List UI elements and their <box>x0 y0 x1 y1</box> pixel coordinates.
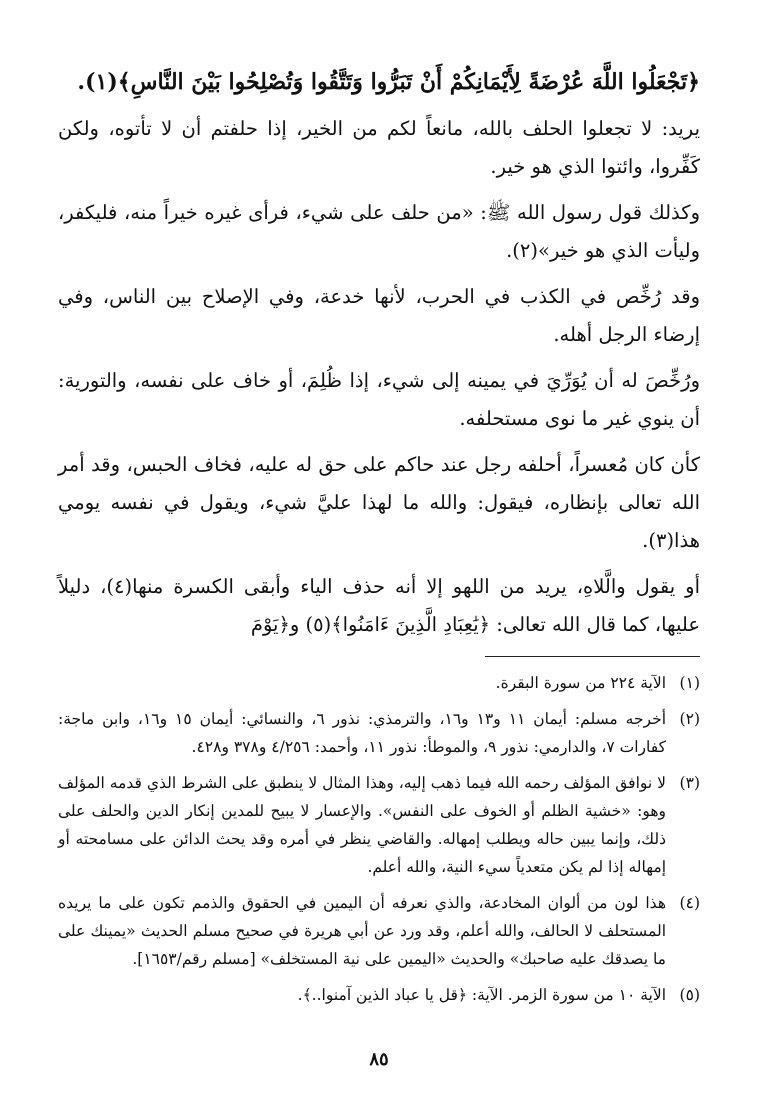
footnote-text: الآية ٢٢٤ من سورة البقرة. <box>495 674 666 692</box>
footnote-number: (٤) <box>679 894 700 912</box>
footnote-item <box>58 769 700 881</box>
paragraph-hadith: وكذلك قول رسول الله ﷺ: «من حلف على شيء، فرأى غيره خيراً منه، فليكفر، وليأت الذي هو خير»(٢). <box>58 201 700 262</box>
footnote-item <box>58 981 700 1009</box>
footnote-item <box>58 669 700 697</box>
footnote-number: (٣) <box>679 774 700 792</box>
footnote-text: أخرجه مسلم: أيمان ١١ و١٣ و١٦، والترمذي: نذور ٦، والنسائي: أيمان ١٥ و١٦، وابن ماجة: كفارات ٧، والدارمي: نذور ٩، والموطأ: نذور ١١، وأحمد: ٤/٢٥٦ و٣٧٨ و٤٢٨. <box>58 710 666 756</box>
footnote-number: (٢) <box>679 710 700 728</box>
footnotes-section <box>58 669 700 1009</box>
paragraph-debtor-example: كأن كان مُعسراً، أحلفه رجل عند حاكم على حق له عليه، فخاف الحبس، وقد أمر الله تعالى بإنظاره، فيقول: والله ما لهذا عليَّ شيء، ويقول في نفسه يومي هذا(٣). <box>58 453 700 552</box>
footnote-text: هذا لون من ألوان المخادعة، والذي نعرفه أن اليمين في الحقوق والذمم تكون على ما يريده المستحلف لا الحالف، والله أعلم، وقد ورد عن أبي هريرة في صحيح مسلم الحديث «يمينك على ما يصدقك عليه صاحبك» والحديث «اليمين على نية المستخلف» [مسلم رقم/١٦٥٣]. <box>58 894 666 968</box>
quran-verse: ﴿تَجْعَلُوا اللَّهَ عُرْضَةً لِأَيْمَانِكُمْ أَنْ تَبَرُّوا وَتَتَّقُوا وَتُصْلِحُوا بَيْنَ النَّاسِ﴾(١). <box>77 69 700 95</box>
footnote-text: لا نوافق المؤلف رحمه الله فيما ذهب إليه، وهذا المثال لا ينطبق على الشرط الذي قدمه المؤلف وهو: «خشية الظلم أو الخوف على النفس». والإعسار لا يبيح للمدين إنكار الدين والحلف على ذلك، وإنما يبين حاله ويطلب إمهاله. والقاضي ينظر في أمره وقد يحث الدائن على مسامحته أو إمهاله إذا لم يكن متعدياً سيء النية، والله أعلم. <box>58 774 666 876</box>
page-number: ٨٥ <box>369 1049 389 1070</box>
paragraph-tawriya: ورُخِّصَ له أن يُوَرِّيَ في يمينه إلى شيء، إذا ظُلِمَ، أو خاف على نفسه، والتورية: أن ينوي غير ما نوى مستحلفه. <box>58 369 700 430</box>
paragraph-lying-permission: وقد رُخِّص في الكذب في الحرب، لأنها خدعة، وفي الإصلاح بين الناس، وفي إرضاء الرجل أهله. <box>58 285 700 346</box>
footnote-divider <box>485 656 700 657</box>
footnote-number: (٥) <box>679 986 700 1004</box>
footnote-item <box>58 889 700 973</box>
footnote-item <box>58 705 700 761</box>
paragraph-oath-explanation: يريد: لا تجعلوا الحلف بالله، مانعاً لكم من الخير، إذا حلفتم أن لا تأتوه، ولكن كَفِّروا، وائتوا الذي هو خير. <box>58 117 700 178</box>
book-page <box>58 60 700 1108</box>
paragraph-wallahi: أو يقول والَّلاهِ، يريد من اللهو إلا أنه حذف الياء وأبقى الكسرة منها(٤)، دليلاً عليها، كما قال الله تعالى: ﴿يَٰعِبَادِ الَّذِينَ ءَامَنُوا﴾(٥) و﴿يَوْمَ <box>58 575 700 636</box>
footnote-number: (١) <box>679 674 700 692</box>
footnote-text: الآية ١٠ من سورة الزمر. الآية: ﴿قل يا عباد الذين آمنوا..﴾. <box>297 986 666 1004</box>
